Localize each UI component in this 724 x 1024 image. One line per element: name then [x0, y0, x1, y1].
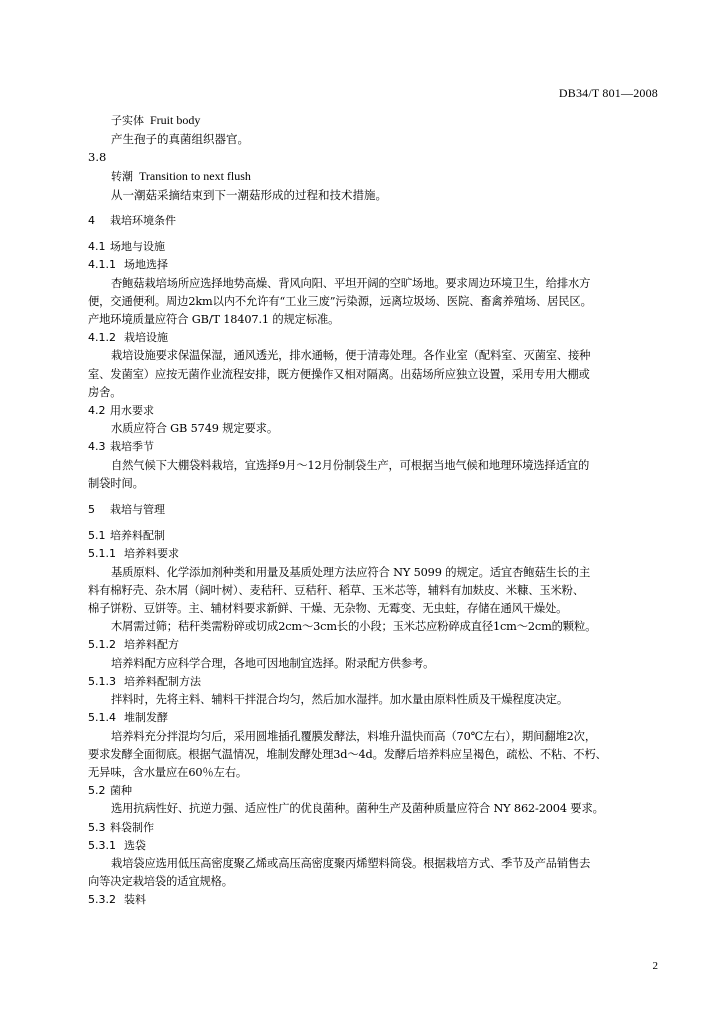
heading-title: 培养料配方: [124, 638, 179, 652]
paragraph-line: 拌料时，先将主料、辅料干拌混合均匀，然后加水湿拌。加水量由原料性质及干燥程度决定。: [111, 693, 569, 707]
clause-heading: [88, 527, 658, 545]
paragraph-line: 室、发菌室）应按无菌作业流程安排，既方便操作又相对隔离。出菇场所应独立设置，采用专用大棚或: [88, 367, 590, 381]
paragraph: [88, 800, 658, 818]
heading-title: 场地选择: [124, 258, 168, 272]
clause-heading: [88, 329, 658, 347]
paragraph-line: 培养料配方应科学合理，各地可因地制宜选择。附录配方供参考。: [111, 656, 435, 670]
paragraph: [88, 564, 658, 619]
heading-title: 堆制发酵: [124, 711, 168, 725]
paragraph: [88, 457, 658, 493]
paragraph: [88, 420, 658, 438]
paragraph-line: 料有棉籽壳、杂木屑（阔叶树）、麦秸秆、豆秸秆、稻草、玉米芯等，辅料有加麸皮、米糠、玉米粉、: [88, 583, 584, 597]
chapter-heading: [88, 212, 658, 230]
paragraph-line: 要求发酵全面彻底。根据气温情况，堆制发酵处理3d～4d。发酵后培养料应呈褐色，疏松、不粘、不朽、: [88, 747, 607, 761]
heading-title: 场地与设施: [110, 240, 165, 254]
heading-title: 栽培设施: [124, 331, 168, 345]
paragraph-line: 水质应符合 GB 5749 规定要求。: [111, 422, 278, 436]
clause-heading: [88, 782, 658, 800]
heading-title: 选袋: [124, 838, 146, 852]
heading-title: 用水要求: [110, 404, 154, 418]
heading-number: 4.1: [88, 240, 106, 254]
paragraph-line: 自然气候下大棚袋料栽培，宜选择9月～12月份制袋生产，可根据当地气候和地理环境选择适宜的: [111, 458, 590, 472]
heading-title: 培养料要求: [124, 547, 179, 561]
term-zh: 子实体: [111, 114, 144, 127]
document-code-header: DB34/T 801—2008: [558, 86, 658, 100]
heading-title: 菌种: [110, 784, 132, 798]
paragraph-line: 培养料充分拌混均匀后，采用圆堆插孔覆膜发酵法，料堆升温快而高（70℃左右），期间翻堆2次，: [111, 729, 596, 743]
heading-number: 4: [88, 214, 95, 228]
heading-number: 5.1: [88, 529, 106, 543]
heading-number: 5.1.2: [88, 638, 116, 652]
heading-number: 5.2: [88, 784, 106, 798]
heading-number: 5.1.1: [88, 547, 116, 561]
clause-heading: [88, 819, 658, 837]
paragraph-line: 选用抗病性好、抗逆力强、适应性广的优良菌种。菌种生产及菌种质量应符合 NY 862-2004 要求。: [111, 802, 604, 816]
heading-number: 5.3.2: [88, 893, 116, 907]
clause-heading: [88, 238, 658, 256]
clause-heading: [88, 709, 658, 727]
heading-number: 5: [88, 503, 95, 517]
paragraph-line: 产地环境质量应符合 GB/T 18407.1 的规定标准。: [88, 313, 340, 327]
paragraph: [88, 347, 658, 402]
section-gap: [88, 230, 658, 238]
term-en: Fruit body: [150, 113, 201, 127]
paragraph-line: 基质原料、化学添加剂种类和用量及基质处理方法应符合 NY 5099 的规定。适宜杏鲍菇生长的主: [111, 565, 591, 579]
section-gap: [88, 519, 658, 527]
paragraph: [88, 275, 658, 330]
paragraph: [88, 728, 658, 783]
paragraph-line: 房舍。: [88, 385, 122, 399]
paragraph-line: 无异味，含水量应在60％左右。: [88, 765, 247, 779]
paragraph-line: 栽培袋应选用低压高密度聚乙烯或高压高密度聚丙烯塑料筒袋。根据栽培方式、季节及产品销售去: [111, 856, 591, 870]
clause-heading: [88, 837, 658, 855]
paragraph-line: 棉子饼粉、豆饼等。主、辅材料要求新鲜、干燥、无杂物、无霉变、无虫蛀，存储在通风干燥处。: [88, 602, 568, 616]
page-number: 2: [652, 960, 658, 972]
paragraph: [88, 691, 658, 709]
heading-number: 4.1.1: [88, 258, 116, 272]
heading-number: 5.1.3: [88, 674, 116, 688]
paragraph-line: 制袋时间。: [88, 476, 144, 490]
heading-title: 栽培季节: [110, 440, 154, 454]
section-gap: [88, 204, 658, 212]
paragraph-line: 杏鲍菇栽培场所应选择地势高燥、背风向阳、平坦开阔的空旷场地。要求周边环境卫生，给排水方: [111, 276, 591, 290]
heading-title: 栽培与管理: [110, 503, 165, 517]
term-en: Transition to next flush: [139, 168, 251, 183]
clause-heading: [88, 673, 658, 691]
clause-heading: [88, 636, 658, 654]
clause-heading: [88, 438, 658, 456]
heading-number: 4.2: [88, 404, 106, 418]
heading-number: 4.3: [88, 440, 106, 454]
paragraph-line: 栽培设施要求保温保湿，通风透光，排水通畅，便于清毒处理。各作业室（配料室、灭菌室、接种: [111, 349, 591, 363]
heading-title: 栽培环境条件: [110, 214, 176, 228]
section-gap: [88, 493, 658, 501]
heading-number: 5.1.4: [88, 711, 116, 725]
paragraph: [88, 855, 658, 891]
paragraph: [88, 655, 658, 673]
clause-heading: [88, 891, 658, 909]
term-entry: [88, 111, 658, 130]
clause-heading: [88, 256, 658, 274]
heading-number: 5.3: [88, 820, 106, 834]
heading-title: 培养料配制方法: [124, 674, 201, 688]
document-body: [88, 111, 658, 910]
paragraph-line: 向等决定栽培袋的适宜规格。: [88, 875, 233, 889]
term-entry: [88, 167, 658, 186]
paragraph-line: 木屑需过筛；秸秆类需粉碎或切成2cm～3cm长的小段；玉米芯应粉碎成直径1cm～2cm的颗粒。: [111, 620, 597, 634]
term-definition: 产生孢子的真菌组织器官。: [111, 132, 249, 147]
heading-title: 装料: [124, 893, 146, 907]
heading-number: 4.1.2: [88, 331, 116, 345]
clause-heading: [88, 545, 658, 563]
heading-number: 5.3.1: [88, 838, 116, 852]
paragraph: [88, 618, 658, 636]
chapter-heading: [88, 501, 658, 519]
term-definition: 从一潮菇采摘结束到下一潮菇形成的过程和技术措施。: [111, 187, 387, 202]
clause-number: 3.8: [88, 150, 107, 165]
heading-title: 培养料配制: [110, 529, 165, 543]
term-zh: 转潮: [111, 169, 133, 183]
paragraph-line: 便，交通便利。周边2km以内不允许有“工业三废”污染源，远离垃圾场、医院、畜禽养殖场、居民区。: [88, 294, 592, 308]
clause-heading: [88, 402, 658, 420]
heading-title: 料袋制作: [110, 820, 154, 834]
